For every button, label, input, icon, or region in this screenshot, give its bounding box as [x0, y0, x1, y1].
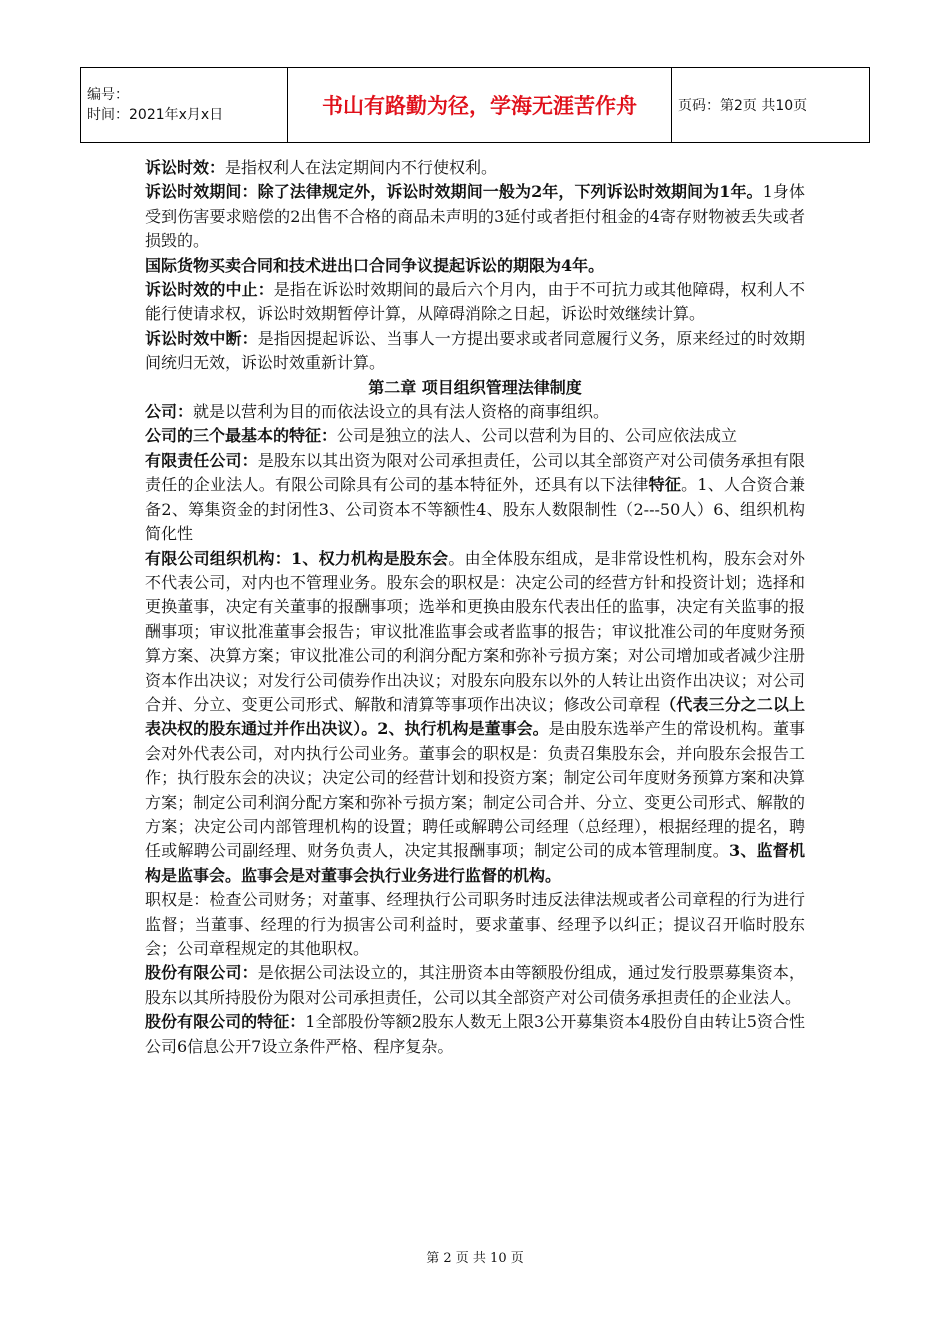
paragraph: 诉讼时效：是指权利人在法定期间内不行使权利。 — [145, 158, 498, 177]
paragraph: 有限公司组织机构：1、权力机构是股东会。由全体股东组成，是非常设性机构，股东会对外不代表公司，对内也不管理业务。股东会的职权是：决定公司的经营方针和投资计划；选择和更换董事，决定有关董事的报酬事项；选举和更换由股东代表出任的监事，决定有关监事的报酬事项；审议批准董事会报告；审议批准监事会或者监事的报告；审议批准公司的年度财务预算方案、决算方案；审议批准公司的利润分配方案和弥补亏损方案；对公司增加或者减少注册资本作出决议；对发行公司债券作出决议；对股东向股东以外的人转让出资作出决议；对公司合并、分立、变更公司形式、解散和清算等事项作出决议；修改公司章程（代表三分之二以上表决权的股东通过并作出决议）。2、执行机构是董事会。是由股东选举产生的常设机构。董事会对外代表公司，对内执行公司业务。董事会的职权是：负责召集股东会，并向股东会报告工作；执行股东会的决议；决定公司的经营计划和投资方案；制定公司年度财务预算方案和决算方案；制定公司利润分配方案和弥补亏损方案；制定公司合并、分立、变更公司形式、解散的方案；决定公司内部管理机构的设置；聘任或解聘公司经理（总经理），根据经理的提名，聘任或解聘公司副经理、财务负责人，决定其报酬事项；制定公司的成本管理制度。3、监督机构是监事会。监事会是对董事会执行业务进行监督的机构。 — [145, 548, 805, 885]
paragraph: 股份有限公司：是依据公司法设立的，其注册资本由等额股份组成，通过发行股票募集资本，股东以其所持股份为限对公司承担责任，公司以其全部资产对公司债务承担责任的企业法人。 — [145, 963, 805, 1007]
time-label: 时间：2021年x月x日 — [87, 107, 224, 123]
paragraph: 诉讼时效中断：是指因提起诉讼、当事人一方提出要求或者同意履行义务，原来经过的时效期间统归无效，诉讼时效重新计算。 — [145, 328, 805, 373]
page-footer: 第 2 页 共 10 页 — [426, 1251, 524, 1266]
paragraph: 诉讼时效期间：除了法律规定外，诉讼时效期间一般为2年，下列诉讼时效期间为1年。1身体受到伤害要求赔偿的2出售不合格的商品未声明的3延付或者拒付租金的4寄存财物被丢失或者损毁的。 — [145, 182, 805, 251]
header-page-info: 页码：第2页 共10页 — [672, 68, 870, 143]
paragraph: 公司的三个最基本的特征：公司是独立的法人、公司以营利为目的、公司应依法成立 — [145, 426, 738, 446]
document-body — [145, 156, 805, 1059]
page-header — [80, 67, 870, 143]
header-meta — [81, 68, 288, 143]
paragraph: 国际货物买卖合同和技术进出口合同争议提起诉讼的期限为4年。 — [145, 255, 605, 275]
paragraph: 公司：就是以营利为目的而依法设立的具有法人资格的商事组织。 — [145, 402, 610, 422]
number-label: 编号： — [87, 87, 129, 103]
header-motto: 书山有路勤为径，学海无涯苦作舟 — [288, 68, 672, 143]
paragraph: 有限责任公司：是股东以其出资为限对公司承担责任，公司以其全部资产对公司债务承担有限责任的企业法人。有限公司除具有公司的基本特征外，还具有以下法律特征。1、人合资合兼备2、筹集资金的封闭性3、公司资本不等额性4、股东人数限制性（2---50人）6、组织机构简化性 — [145, 450, 805, 544]
chapter-title: 第二章 项目组织管理法律制度 — [368, 377, 582, 397]
paragraph: 股份有限公司的特征：1全部股份等额2股东人数无上限3公开募集资本4股份自由转让5资合性公司6信息公开7设立条件严格、程序复杂。 — [145, 1012, 805, 1056]
paragraph: 诉讼时效的中止：是指在诉讼时效期间的最后六个月内，由于不可抗力或其他障碍，权利人不能行使请求权，诉讼时效期暂停计算，从障碍消除之日起，诉讼时效继续计算。 — [145, 280, 805, 324]
paragraph: 职权是：检查公司财务；对董事、经理执行公司职务时违反法律法规或者公司章程的行为进行监督；当董事、经理的行为损害公司利益时，要求董事、经理予以纠正；提议召开临时股东会；公司章程规定的其他职权。 — [145, 890, 805, 958]
